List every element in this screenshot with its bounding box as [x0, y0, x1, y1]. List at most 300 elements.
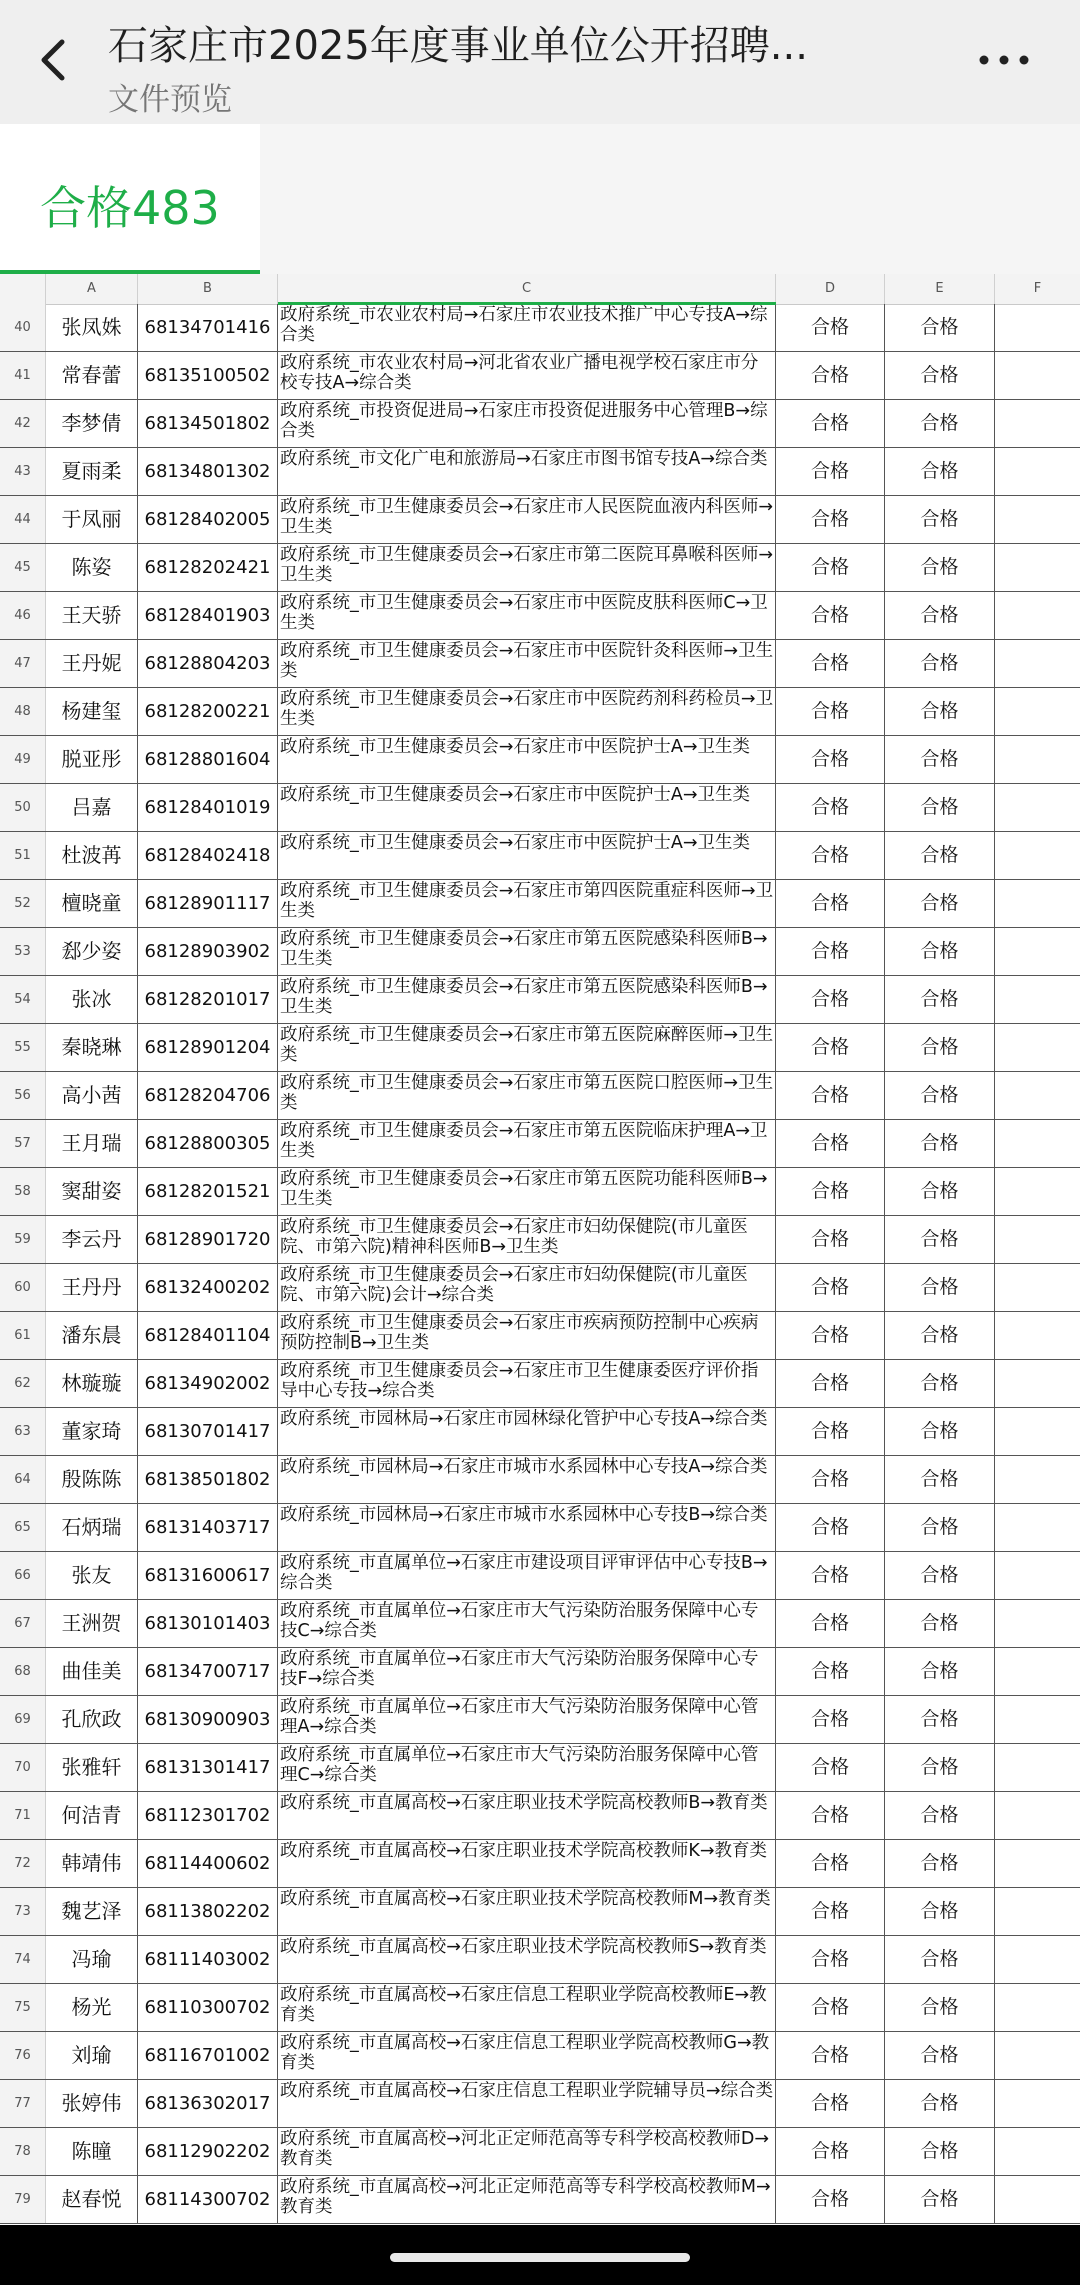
position-cell[interactable]: 政府系统_市直属高校→河北正定师范高等专科学校高校教师D→教育类: [278, 2128, 776, 2175]
name-cell[interactable]: 赵春悦: [46, 2176, 138, 2223]
position-cell[interactable]: 政府系统_市直属高校→石家庄信息工程职业学院高校教师E→教育类: [278, 1984, 776, 2031]
exam-id-cell[interactable]: 68130900903: [138, 1696, 278, 1743]
exam-id-cell[interactable]: 68128901117: [138, 880, 278, 927]
result-cell[interactable]: 合格: [776, 448, 885, 495]
status-cell[interactable]: 合格: [885, 2176, 995, 2223]
exam-id-cell[interactable]: 68128901204: [138, 1024, 278, 1071]
result-cell[interactable]: 合格: [776, 1552, 885, 1599]
empty-cell[interactable]: [995, 1072, 1080, 1119]
exam-id-cell[interactable]: 68131301417: [138, 1744, 278, 1791]
row-number[interactable]: 77: [0, 2080, 46, 2127]
empty-cell[interactable]: [995, 640, 1080, 687]
result-cell[interactable]: 合格: [776, 1312, 885, 1359]
row-number[interactable]: 79: [0, 2176, 46, 2223]
column-header-f[interactable]: F: [1033, 281, 1042, 296]
empty-cell[interactable]: [995, 592, 1080, 639]
column-header-a[interactable]: A: [46, 274, 138, 304]
row-number[interactable]: 42: [0, 400, 46, 447]
exam-id-cell[interactable]: 68134902002: [138, 1360, 278, 1407]
empty-cell[interactable]: [995, 976, 1080, 1023]
result-cell[interactable]: 合格: [776, 2032, 885, 2079]
result-cell[interactable]: 合格: [776, 688, 885, 735]
status-cell[interactable]: 合格: [885, 352, 995, 399]
exam-id-cell[interactable]: 68110300702: [138, 1984, 278, 2031]
empty-cell[interactable]: [995, 304, 1080, 351]
result-cell[interactable]: 合格: [776, 1408, 885, 1455]
result-cell[interactable]: 合格: [776, 2080, 885, 2127]
empty-cell[interactable]: [995, 1264, 1080, 1311]
name-cell[interactable]: 吕嘉: [46, 784, 138, 831]
name-cell[interactable]: 夏雨柔: [46, 448, 138, 495]
name-cell[interactable]: 王丹丹: [46, 1264, 138, 1311]
table-row: [0, 1840, 1080, 1888]
result-cell[interactable]: 合格: [776, 1072, 885, 1119]
table-row: [0, 400, 1080, 448]
exam-id-cell[interactable]: 68114300702: [138, 2176, 278, 2223]
status-cell[interactable]: 合格: [885, 1888, 995, 1935]
empty-cell[interactable]: [995, 1216, 1080, 1263]
status-cell[interactable]: 合格: [885, 1024, 995, 1071]
result-cell[interactable]: 合格: [776, 1744, 885, 1791]
name-cell[interactable]: 张雅轩: [46, 1744, 138, 1791]
status-cell[interactable]: 合格: [885, 1840, 995, 1887]
exam-id-cell[interactable]: 68131600617: [138, 1552, 278, 1599]
empty-cell[interactable]: [995, 928, 1080, 975]
exam-id-cell[interactable]: 68128800305: [138, 1120, 278, 1167]
row-number[interactable]: 69: [0, 1696, 46, 1743]
name-cell[interactable]: 刘瑜: [46, 2032, 138, 2079]
row-number[interactable]: 46: [0, 592, 46, 639]
position-cell[interactable]: 政府系统_市卫生健康委员会→石家庄市第二医院耳鼻喉科医师→卫生类: [278, 544, 776, 591]
result-cell[interactable]: 合格: [776, 2128, 885, 2175]
status-cell[interactable]: 合格: [885, 928, 995, 975]
result-cell[interactable]: 合格: [776, 1600, 885, 1647]
result-cell[interactable]: 合格: [776, 832, 885, 879]
position-cell[interactable]: 政府系统_市园林局→石家庄市城市水系园林中心专技B→综合类: [278, 1504, 776, 1551]
name-cell[interactable]: 董家琦: [46, 1408, 138, 1455]
row-number[interactable]: 43: [0, 448, 46, 495]
empty-cell[interactable]: [995, 1360, 1080, 1407]
status-cell[interactable]: 合格: [885, 1264, 995, 1311]
exam-id-cell[interactable]: 68130701417: [138, 1408, 278, 1455]
result-cell[interactable]: 合格: [776, 1888, 885, 1935]
position-cell[interactable]: 政府系统_市卫生健康委员会→石家庄市第四医院重症科医师→卫生类: [278, 880, 776, 927]
result-cell[interactable]: 合格: [776, 496, 885, 543]
result-cell[interactable]: 合格: [776, 1168, 885, 1215]
status-cell[interactable]: 合格: [885, 976, 995, 1023]
status-cell[interactable]: 合格: [885, 640, 995, 687]
status-cell[interactable]: 合格: [885, 448, 995, 495]
name-cell[interactable]: 秦晓琳: [46, 1024, 138, 1071]
row-number[interactable]: 57: [0, 1120, 46, 1167]
exam-id-cell[interactable]: 68128401903: [138, 592, 278, 639]
table-row: [0, 2032, 1080, 2080]
position-cell[interactable]: 政府系统_市直属单位→石家庄市大气污染防治服务保障中心专技F→综合类: [278, 1648, 776, 1695]
name-cell[interactable]: 李云丹: [46, 1216, 138, 1263]
status-cell[interactable]: 合格: [885, 496, 995, 543]
table-row: [0, 304, 1080, 352]
position-cell[interactable]: 政府系统_市卫生健康委员会→石家庄市中医院护士A→卫生类: [278, 832, 776, 879]
name-cell[interactable]: 曲佳美: [46, 1648, 138, 1695]
sheet-tab-label: 合格483: [40, 181, 220, 235]
position-cell[interactable]: 政府系统_市直属高校→石家庄信息工程职业学院辅导员→综合类: [278, 2080, 776, 2127]
result-cell[interactable]: 合格: [776, 1984, 885, 2031]
exam-id-cell[interactable]: 68112902202: [138, 2128, 278, 2175]
empty-cell[interactable]: [995, 1552, 1080, 1599]
row-number[interactable]: 58: [0, 1168, 46, 1215]
position-cell[interactable]: 政府系统_市卫生健康委员会→石家庄市人民医院血液内科医师→卫生类: [278, 496, 776, 543]
name-cell[interactable]: 张冰: [46, 976, 138, 1023]
exam-id-cell[interactable]: 68116701002: [138, 2032, 278, 2079]
column-header-c[interactable]: C: [278, 274, 776, 304]
column-header-e[interactable]: E: [885, 274, 995, 304]
status-cell[interactable]: 合格: [885, 1504, 995, 1551]
exam-id-cell[interactable]: 68128201521: [138, 1168, 278, 1215]
status-cell[interactable]: 合格: [885, 1744, 995, 1791]
empty-cell[interactable]: [995, 880, 1080, 927]
result-cell[interactable]: 合格: [776, 976, 885, 1023]
empty-cell[interactable]: [995, 1456, 1080, 1503]
exam-id-cell[interactable]: 68128204706: [138, 1072, 278, 1119]
status-cell[interactable]: 合格: [885, 1216, 995, 1263]
name-cell[interactable]: 杨建玺: [46, 688, 138, 735]
column-header-b[interactable]: B: [138, 274, 278, 304]
exam-id-cell[interactable]: 68131403717: [138, 1504, 278, 1551]
empty-cell[interactable]: [995, 1792, 1080, 1839]
table-row: [0, 496, 1080, 544]
name-cell[interactable]: 韩靖伟: [46, 1840, 138, 1887]
row-number[interactable]: 52: [0, 880, 46, 927]
status-cell[interactable]: 合格: [885, 1648, 995, 1695]
empty-cell[interactable]: [995, 2080, 1080, 2127]
position-cell[interactable]: 政府系统_市园林局→石家庄市园林绿化管护中心专技A→综合类: [278, 1408, 776, 1455]
position-cell[interactable]: 政府系统_市卫生健康委员会→石家庄市中医院皮肤科医师C→卫生类: [278, 592, 776, 639]
empty-cell[interactable]: [995, 1648, 1080, 1695]
position-cell[interactable]: 政府系统_市直属高校→石家庄职业技术学院高校教师B→教育类: [278, 1792, 776, 1839]
result-cell[interactable]: 合格: [776, 1024, 885, 1071]
position-cell[interactable]: 政府系统_市直属单位→石家庄市大气污染防治服务保障中心专技C→综合类: [278, 1600, 776, 1647]
result-cell[interactable]: 合格: [776, 1456, 885, 1503]
result-cell[interactable]: 合格: [776, 736, 885, 783]
empty-cell[interactable]: [995, 1984, 1080, 2031]
exam-id-cell[interactable]: 68128401019: [138, 784, 278, 831]
exam-id-cell[interactable]: 68128200221: [138, 688, 278, 735]
row-number[interactable]: 54: [0, 976, 46, 1023]
empty-cell[interactable]: [995, 1600, 1080, 1647]
position-cell[interactable]: 政府系统_市卫生健康委员会→石家庄市第五医院感染科医师B→卫生类: [278, 928, 776, 975]
name-cell[interactable]: 脱亚彤: [46, 736, 138, 783]
status-cell[interactable]: 合格: [885, 736, 995, 783]
exam-id-cell[interactable]: 68128201017: [138, 976, 278, 1023]
name-cell[interactable]: 冯瑜: [46, 1936, 138, 1983]
row-number[interactable]: 41: [0, 352, 46, 399]
exam-id-cell[interactable]: 68132400202: [138, 1264, 278, 1311]
position-cell[interactable]: 政府系统_市直属高校→石家庄职业技术学院高校教师K→教育类: [278, 1840, 776, 1887]
name-cell[interactable]: 郄少姿: [46, 928, 138, 975]
row-number[interactable]: 65: [0, 1504, 46, 1551]
position-cell[interactable]: 政府系统_市卫生健康委员会→石家庄市第五医院临床护理A→卫生类: [278, 1120, 776, 1167]
name-cell[interactable]: 殷陈陈: [46, 1456, 138, 1503]
exam-id-cell[interactable]: 68134701416: [138, 304, 278, 351]
exam-id-cell[interactable]: 68128901720: [138, 1216, 278, 1263]
position-cell[interactable]: 政府系统_市卫生健康委员会→石家庄市第五医院功能科医师B→卫生类: [278, 1168, 776, 1215]
row-number[interactable]: 72: [0, 1840, 46, 1887]
result-cell[interactable]: 合格: [776, 1792, 885, 1839]
status-cell[interactable]: 合格: [885, 1792, 995, 1839]
empty-cell[interactable]: [995, 2032, 1080, 2079]
empty-cell[interactable]: [995, 1840, 1080, 1887]
exam-id-cell[interactable]: 68113802202: [138, 1888, 278, 1935]
result-cell[interactable]: 合格: [776, 1216, 885, 1263]
position-cell[interactable]: 政府系统_市农业农村局→石家庄市农业技术推广中心专技A→综合类: [278, 304, 776, 351]
position-cell[interactable]: 政府系统_市卫生健康委员会→石家庄市第五医院口腔医师→卫生类: [278, 1072, 776, 1119]
row-number[interactable]: 68: [0, 1648, 46, 1695]
result-cell[interactable]: 合格: [776, 544, 885, 591]
exam-id-cell[interactable]: 68111403002: [138, 1936, 278, 1983]
name-cell[interactable]: 杜波苒: [46, 832, 138, 879]
exam-id-cell[interactable]: 68128402418: [138, 832, 278, 879]
row-number[interactable]: 55: [0, 1024, 46, 1071]
result-cell[interactable]: 合格: [776, 640, 885, 687]
row-number[interactable]: 51: [0, 832, 46, 879]
result-cell[interactable]: 合格: [776, 1936, 885, 1983]
position-cell[interactable]: 政府系统_市直属单位→石家庄市大气污染防治服务保障中心管理A→综合类: [278, 1696, 776, 1743]
position-cell[interactable]: 政府系统_市直属高校→石家庄职业技术学院高校教师M→教育类: [278, 1888, 776, 1935]
result-cell[interactable]: 合格: [776, 1360, 885, 1407]
exam-id-cell[interactable]: 68128401104: [138, 1312, 278, 1359]
exam-id-cell[interactable]: 68134501802: [138, 400, 278, 447]
name-cell[interactable]: 陈姿: [46, 544, 138, 591]
result-cell[interactable]: 合格: [776, 1504, 885, 1551]
status-cell[interactable]: 合格: [885, 304, 995, 351]
position-cell[interactable]: 政府系统_市投资促进局→石家庄市投资促进服务中心管理B→综合类: [278, 400, 776, 447]
position-cell[interactable]: 政府系统_市直属单位→石家庄市建设项目评审评估中心专技B→综合类: [278, 1552, 776, 1599]
empty-cell[interactable]: [995, 1744, 1080, 1791]
empty-cell[interactable]: [995, 1888, 1080, 1935]
empty-cell[interactable]: [995, 448, 1080, 495]
home-indicator[interactable]: [390, 2253, 690, 2262]
position-cell[interactable]: 政府系统_市卫生健康委员会→石家庄市中医院护士A→卫生类: [278, 784, 776, 831]
exam-id-cell[interactable]: 68130101403: [138, 1600, 278, 1647]
empty-cell[interactable]: [995, 1168, 1080, 1215]
name-cell[interactable]: 张凤姝: [46, 304, 138, 351]
name-cell[interactable]: 王天骄: [46, 592, 138, 639]
row-number[interactable]: 67: [0, 1600, 46, 1647]
position-cell[interactable]: 政府系统_市直属高校→河北正定师范高等专科学校高校教师M→教育类: [278, 2176, 776, 2223]
exam-id-cell[interactable]: 68128804203: [138, 640, 278, 687]
row-number[interactable]: 44: [0, 496, 46, 543]
status-cell[interactable]: 合格: [885, 544, 995, 591]
row-number[interactable]: 50: [0, 784, 46, 831]
name-cell[interactable]: 檀晓童: [46, 880, 138, 927]
row-number[interactable]: 70: [0, 1744, 46, 1791]
exam-id-cell[interactable]: 68128903902: [138, 928, 278, 975]
row-number[interactable]: 63: [0, 1408, 46, 1455]
column-header-d[interactable]: D: [776, 274, 885, 304]
name-cell[interactable]: 王洲贺: [46, 1600, 138, 1647]
position-cell[interactable]: 政府系统_市卫生健康委员会→石家庄市中医院药剂科药检员→卫生类: [278, 688, 776, 735]
result-cell[interactable]: 合格: [776, 1840, 885, 1887]
status-cell[interactable]: 合格: [885, 1600, 995, 1647]
status-cell[interactable]: 合格: [885, 1072, 995, 1119]
position-cell[interactable]: 政府系统_市卫生健康委员会→石家庄市疾病预防控制中心疾病预防控制B→卫生类: [278, 1312, 776, 1359]
result-cell[interactable]: 合格: [776, 592, 885, 639]
name-cell[interactable]: 王月瑞: [46, 1120, 138, 1167]
exam-id-cell[interactable]: 68128402005: [138, 496, 278, 543]
row-number[interactable]: 49: [0, 736, 46, 783]
result-cell[interactable]: 合格: [776, 304, 885, 351]
position-cell[interactable]: 政府系统_市直属高校→石家庄信息工程职业学院高校教师G→教育类: [278, 2032, 776, 2079]
position-cell[interactable]: 政府系统_市园林局→石家庄市城市水系园林中心专技A→综合类: [278, 1456, 776, 1503]
result-cell[interactable]: 合格: [776, 1696, 885, 1743]
empty-cell[interactable]: [995, 1936, 1080, 1983]
name-cell[interactable]: 杨光: [46, 1984, 138, 2031]
name-cell[interactable]: 魏艺泽: [46, 1888, 138, 1935]
result-cell[interactable]: 合格: [776, 2176, 885, 2223]
name-cell[interactable]: 林璇璇: [46, 1360, 138, 1407]
selection-indicator: [278, 302, 776, 305]
table-row: [0, 832, 1080, 880]
result-cell[interactable]: 合格: [776, 928, 885, 975]
row-number[interactable]: 48: [0, 688, 46, 735]
corner-cell[interactable]: [0, 274, 46, 304]
name-cell[interactable]: 常春蕾: [46, 352, 138, 399]
empty-cell[interactable]: [995, 1504, 1080, 1551]
row-number[interactable]: 64: [0, 1456, 46, 1503]
empty-cell[interactable]: [995, 544, 1080, 591]
exam-id-cell[interactable]: 68138501802: [138, 1456, 278, 1503]
row-number[interactable]: 73: [0, 1888, 46, 1935]
name-cell[interactable]: 孔欣政: [46, 1696, 138, 1743]
empty-cell[interactable]: [995, 688, 1080, 735]
empty-cell[interactable]: [995, 1408, 1080, 1455]
status-cell[interactable]: 合格: [885, 832, 995, 879]
empty-cell[interactable]: [995, 1024, 1080, 1071]
exam-id-cell[interactable]: 68134700717: [138, 1648, 278, 1695]
position-cell[interactable]: 政府系统_市卫生健康委员会→石家庄市第五医院感染科医师B→卫生类: [278, 976, 776, 1023]
status-cell[interactable]: 合格: [885, 1984, 995, 2031]
row-number[interactable]: 78: [0, 2128, 46, 2175]
row-number[interactable]: 60: [0, 1264, 46, 1311]
row-number[interactable]: 47: [0, 640, 46, 687]
row-number[interactable]: 45: [0, 544, 46, 591]
row-number[interactable]: 56: [0, 1072, 46, 1119]
empty-cell[interactable]: [995, 2128, 1080, 2175]
status-cell[interactable]: 合格: [885, 1552, 995, 1599]
position-cell[interactable]: 政府系统_市卫生健康委员会→石家庄市第五医院麻醉医师→卫生类: [278, 1024, 776, 1071]
name-cell[interactable]: 王丹妮: [46, 640, 138, 687]
position-cell[interactable]: 政府系统_市卫生健康委员会→石家庄市中医院针灸科医师→卫生类: [278, 640, 776, 687]
empty-cell[interactable]: [995, 400, 1080, 447]
status-cell[interactable]: 合格: [885, 1120, 995, 1167]
status-cell[interactable]: 合格: [885, 2128, 995, 2175]
position-cell[interactable]: 政府系统_市直属高校→石家庄职业技术学院高校教师S→教育类: [278, 1936, 776, 1983]
status-cell[interactable]: 合格: [885, 400, 995, 447]
status-cell[interactable]: 合格: [885, 592, 995, 639]
row-number[interactable]: 71: [0, 1792, 46, 1839]
status-cell[interactable]: 合格: [885, 1456, 995, 1503]
position-cell[interactable]: 政府系统_市农业农村局→河北省农业广播电视学校石家庄市分校专技A→综合类: [278, 352, 776, 399]
status-cell[interactable]: 合格: [885, 2032, 995, 2079]
status-cell[interactable]: 合格: [885, 2080, 995, 2127]
empty-cell[interactable]: [995, 352, 1080, 399]
name-cell[interactable]: 于凤丽: [46, 496, 138, 543]
status-cell[interactable]: 合格: [885, 1168, 995, 1215]
back-arrow-icon[interactable]: [34, 36, 74, 84]
result-cell[interactable]: 合格: [776, 1120, 885, 1167]
empty-cell[interactable]: [995, 784, 1080, 831]
row-number[interactable]: 61: [0, 1312, 46, 1359]
name-cell[interactable]: 张婷伟: [46, 2080, 138, 2127]
exam-id-cell[interactable]: 68134801302: [138, 448, 278, 495]
result-cell[interactable]: 合格: [776, 352, 885, 399]
status-cell[interactable]: 合格: [885, 1360, 995, 1407]
row-number[interactable]: 62: [0, 1360, 46, 1407]
row-number[interactable]: 40: [0, 304, 46, 351]
empty-cell[interactable]: [995, 832, 1080, 879]
name-cell[interactable]: 高小茜: [46, 1072, 138, 1119]
exam-id-cell[interactable]: 68114400602: [138, 1840, 278, 1887]
row-number[interactable]: 76: [0, 2032, 46, 2079]
exam-id-cell[interactable]: 68128801604: [138, 736, 278, 783]
position-cell[interactable]: 政府系统_市卫生健康委员会→石家庄市妇幼保健院(市儿童医院、市第六院)会计→综合类: [278, 1264, 776, 1311]
empty-cell[interactable]: [995, 1312, 1080, 1359]
status-cell[interactable]: 合格: [885, 688, 995, 735]
exam-id-cell[interactable]: 68112301702: [138, 1792, 278, 1839]
empty-cell[interactable]: [995, 1696, 1080, 1743]
name-cell[interactable]: 李梦倩: [46, 400, 138, 447]
status-cell[interactable]: 合格: [885, 1936, 995, 1983]
exam-id-cell[interactable]: 68128202421: [138, 544, 278, 591]
name-cell[interactable]: 窦甜姿: [46, 1168, 138, 1215]
empty-cell[interactable]: [995, 496, 1080, 543]
status-cell[interactable]: 合格: [885, 880, 995, 927]
position-cell[interactable]: 政府系统_市直属单位→石家庄市大气污染防治服务保障中心管理C→综合类: [278, 1744, 776, 1791]
position-cell[interactable]: 政府系统_市文化广电和旅游局→石家庄市图书馆专技A→综合类: [278, 448, 776, 495]
result-cell[interactable]: 合格: [776, 1264, 885, 1311]
status-cell[interactable]: 合格: [885, 1312, 995, 1359]
status-cell[interactable]: 合格: [885, 784, 995, 831]
row-number[interactable]: 74: [0, 1936, 46, 1983]
table-row: [0, 1072, 1080, 1120]
empty-cell[interactable]: [995, 1120, 1080, 1167]
row-number[interactable]: 66: [0, 1552, 46, 1599]
empty-cell[interactable]: [995, 736, 1080, 783]
name-cell[interactable]: 潘东晨: [46, 1312, 138, 1359]
result-cell[interactable]: 合格: [776, 880, 885, 927]
more-dots-icon[interactable]: [978, 40, 1030, 80]
row-number[interactable]: 75: [0, 1984, 46, 2031]
position-cell[interactable]: 政府系统_市卫生健康委员会→石家庄市妇幼保健院(市儿童医院、市第六院)精神科医师B→卫生类: [278, 1216, 776, 1263]
name-cell[interactable]: 陈瞳: [46, 2128, 138, 2175]
status-cell[interactable]: 合格: [885, 1696, 995, 1743]
empty-cell[interactable]: [995, 2176, 1080, 2223]
sheet-tab-active[interactable]: [0, 124, 260, 274]
exam-id-cell[interactable]: 68135100502: [138, 352, 278, 399]
name-cell[interactable]: 何洁青: [46, 1792, 138, 1839]
name-cell[interactable]: 石炳瑞: [46, 1504, 138, 1551]
result-cell[interactable]: 合格: [776, 400, 885, 447]
exam-id-cell[interactable]: 68136302017: [138, 2080, 278, 2127]
result-cell[interactable]: 合格: [776, 784, 885, 831]
row-number[interactable]: 53: [0, 928, 46, 975]
row-number[interactable]: 59: [0, 1216, 46, 1263]
result-cell[interactable]: 合格: [776, 1648, 885, 1695]
position-cell[interactable]: 政府系统_市卫生健康委员会→石家庄市中医院护士A→卫生类: [278, 736, 776, 783]
name-cell[interactable]: 张友: [46, 1552, 138, 1599]
status-cell[interactable]: 合格: [885, 1408, 995, 1455]
position-cell[interactable]: 政府系统_市卫生健康委员会→石家庄市卫生健康委医疗评价指导中心专技→综合类: [278, 1360, 776, 1407]
